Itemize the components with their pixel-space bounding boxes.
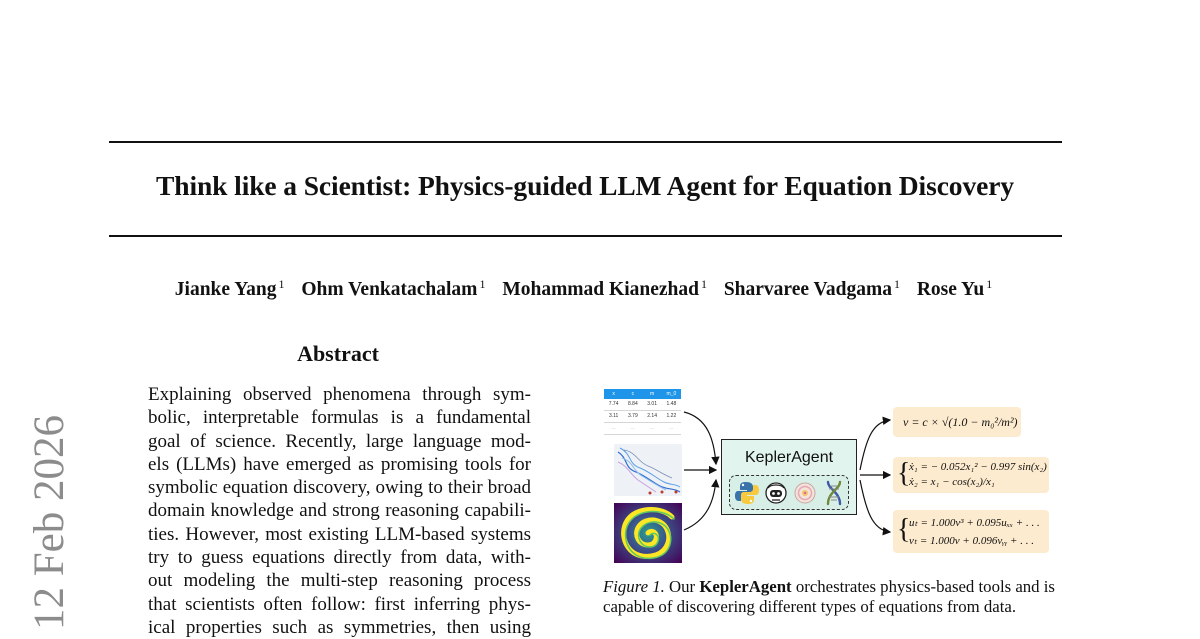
table-cell: 1.22 (666, 413, 677, 419)
equation-box-relativity (893, 407, 1021, 437)
equation-box-ode-system (893, 457, 1049, 493)
author-affiliation: 1 (893, 277, 900, 291)
table-header-cell: m_0 (666, 391, 677, 397)
brace-symbol: { (897, 458, 911, 489)
abstract-body (148, 383, 531, 639)
table-header-cell: c (631, 391, 635, 397)
table-header (604, 389, 681, 399)
author-affiliation: 1 (479, 277, 486, 291)
author-affiliation: 1 (700, 277, 707, 291)
symbolic-regression-icon (792, 480, 818, 506)
table-cell: 2.14 (647, 413, 657, 419)
table-row (604, 411, 681, 423)
abstract-line: that scientists often follow: first inferring phys- (148, 593, 531, 615)
abstract-line: try to guess equations directly from data, with- (148, 547, 531, 569)
equation-line: uₜ = 1.000v³ + 0.095uₓₓ + . . . (909, 517, 1040, 529)
author-name: Rose Yu (916, 279, 985, 300)
dna-icon (821, 480, 847, 506)
python-icon (734, 480, 760, 506)
equation-line: vₜ = 1.000v + 0.096vᵧᵧ + . . . (909, 535, 1034, 547)
title-top-rule (109, 141, 1062, 143)
table-cell: ... (630, 425, 635, 431)
data-table-thumbnail (604, 389, 681, 435)
author (301, 279, 485, 300)
abstract-line: goal of science. Recently, large language mod- (148, 430, 531, 452)
caption-label: Figure 1. (603, 577, 665, 596)
caption-prefix: Our (669, 577, 696, 596)
table-cell: ... (650, 425, 655, 431)
arrow-field-to-agent (684, 480, 716, 530)
caption-text: orchestrates physics-based tools and is capable of discovering different types of equations from data. (603, 577, 1055, 616)
abstract-line: domain knowledge and strong reasoning capabili- (148, 500, 531, 522)
table-cell: ... (669, 425, 674, 431)
abstract-heading: Abstract (297, 341, 379, 366)
trajectory-plot-thumbnail (614, 444, 682, 496)
table-cell: 3.79 (628, 413, 638, 419)
author (175, 279, 285, 300)
figure-caption (603, 577, 1063, 617)
author-name: Sharvaree Vadgama (723, 279, 892, 300)
agent-tools-group (729, 475, 849, 510)
paper-title: Think like a Scientist: Physics-guided LLM Agent for Equation Discovery (156, 170, 1014, 201)
author-list (0, 277, 1167, 301)
brace-symbol: { (897, 514, 911, 545)
table-cell: ... (611, 425, 616, 431)
reaction-diffusion-field-thumbnail (614, 503, 682, 563)
caption-agent-name: KeplerAgent (699, 577, 792, 596)
abstract-line: Explaining observed phenomena through sym- (148, 384, 531, 405)
abstract-line: out modeling the multi-step reasoning process (148, 570, 531, 592)
table-header-cell: m (650, 391, 655, 397)
abstract-line: bolic, interpretable formulas is a fundamental (148, 407, 531, 429)
author-name: Mohammad Kianezhad (502, 279, 699, 300)
author-affiliation: 1 (278, 277, 285, 291)
author (502, 279, 707, 300)
abstract-line: ties. However, most existing LLM-based systems (148, 523, 531, 545)
figure-1 (600, 380, 1070, 580)
table-cell: 1.48 (666, 401, 677, 407)
equation-line: ẋ₁ = − 0.052x₁² − 0.997 sin(x₂) (909, 461, 1047, 473)
abstract-line: symbolic equation discovery, owing to their broad (148, 477, 531, 499)
table-cell: 8.84 (628, 401, 638, 407)
equation-line: v = c × √(1.0 − m₀²/m²) (903, 415, 1018, 429)
table-row (604, 423, 681, 435)
agent-name: KeplerAgent (744, 449, 834, 466)
equation-box-pde-system (893, 510, 1049, 553)
table-cell: 3.01 (647, 401, 657, 407)
table-cell: 7.74 (608, 401, 619, 407)
agent-robot-icon (763, 480, 789, 506)
abstract-line: ical properties such as symmetries, then using (148, 616, 531, 638)
table-cell: 3.11 (608, 413, 619, 419)
table-header-cell: x (612, 391, 615, 397)
kepler-agent-box (721, 439, 857, 515)
author-name: Jianke Yang (174, 279, 277, 300)
author-name: Ohm Venkatachalam (301, 279, 478, 300)
title-bottom-rule (109, 235, 1062, 237)
author (724, 279, 900, 300)
arrow-agent-to-eq1 (860, 420, 890, 470)
author-affiliation: 1 (986, 277, 993, 291)
arxiv-date-stamp: 12 Feb 2026 (26, 415, 73, 630)
arrow-agent-to-eq3 (860, 480, 890, 532)
table-row (604, 399, 681, 411)
author (917, 279, 992, 300)
equation-line: ẋ₂ = x₁ − cos(x₂)/x₁ (909, 476, 995, 488)
abstract-line: els (LLMs) have emerged as promising tools for (148, 453, 531, 475)
arrow-table-to-agent (684, 412, 716, 464)
